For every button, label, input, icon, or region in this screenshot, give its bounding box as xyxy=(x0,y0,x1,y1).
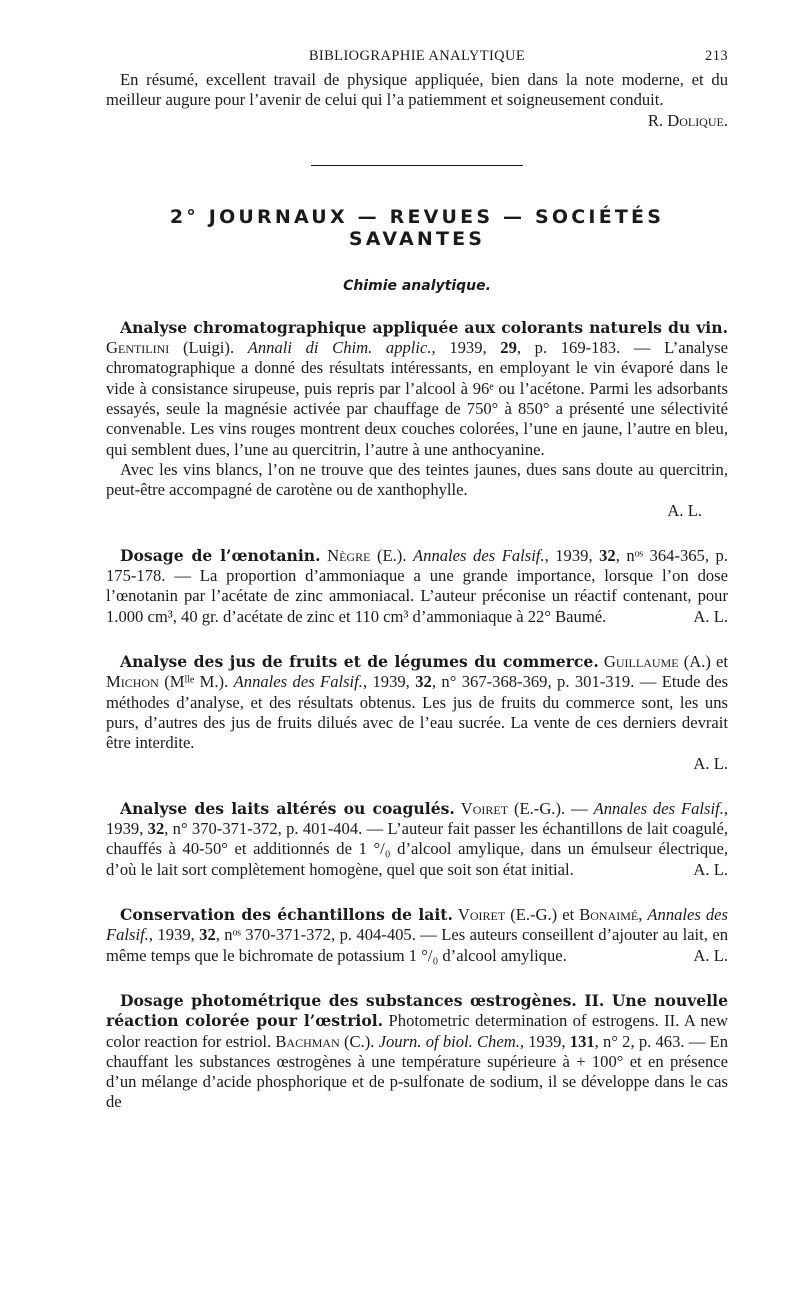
running-header xyxy=(106,44,728,70)
entry-signature: A. L. xyxy=(693,859,728,879)
entry-volume: 32 xyxy=(599,545,616,565)
entry-paragraph xyxy=(106,652,728,753)
entry-title: Analyse chromatographique appliquée aux colorants naturels du vin. xyxy=(120,317,728,337)
entry-paragraph xyxy=(106,546,728,627)
entry-year: , 1939, xyxy=(148,925,200,945)
entry-volume: 29 xyxy=(500,338,517,358)
entry-year: , 1939, xyxy=(431,338,501,358)
entry-year: , 1939, xyxy=(106,798,728,839)
entry-author: Gentilini xyxy=(106,338,170,358)
entry-volume: 32 xyxy=(415,672,432,692)
entry-journal: Annales des Falsif. xyxy=(106,905,728,945)
entry-volume: 32 xyxy=(147,819,165,839)
entry-paragraph xyxy=(106,905,728,966)
entry-body: — La proportion d’ammoniaque a une grande importance, lorsque l’on dose l’œnotanin par l’acétate de zinc ammoniacal. L’auteur préconise un réactif contenant, pour 1.000 cm³, 40 gr. d’acétate de zinc et 110 cm³ d’ammoniaque à 22° Baumé. xyxy=(106,566,728,626)
subsection-heading: Chimie analytique. xyxy=(343,277,491,294)
entry-paragraph xyxy=(106,318,728,460)
intro-review xyxy=(106,70,728,131)
entry-author-2-given: , xyxy=(638,905,643,925)
entry-title: Conservation des échantillons de lait. xyxy=(120,905,453,925)
entry-title: Dosage de l’œnotanin. xyxy=(120,545,321,565)
entry-title: Analyse des jus de fruits et de légumes du commerce. xyxy=(120,652,599,672)
entry-paragraph-2: Avec les vins blancs, l’on ne trouve que des teintes jaunes, dues sans doute au quercitrin, peut-être accompagné de carotène ou de xanthophylle. xyxy=(106,459,728,500)
entry-author-given: (A.) et xyxy=(683,652,729,672)
entry-author: Voiret xyxy=(457,905,506,925)
entry-body: — En chauffant les substances œstrogènes à une température supérieure à + 100° et en présence d’un mélange d’acide phosphorique et de p-sulfonate de sodium, il se développe dans le cas de xyxy=(106,1031,728,1112)
entry-author-given: (C.). xyxy=(343,1031,375,1051)
entry-pages: , n° 367-368-369, p. 301-319. xyxy=(431,672,635,692)
entry-journal: Journ. of biol. Chem. xyxy=(378,1031,520,1051)
section-heading: 2° JOURNAUX — REVUES — SOCIÉTÉS SAVANTES xyxy=(169,205,665,250)
entry-journal: Annales des Falsif. xyxy=(413,545,545,565)
entry-journal: Annali di Chim. applic. xyxy=(247,338,432,358)
page-number: 213 xyxy=(705,48,728,64)
running-title: BIBLIOGRAPHIE ANALYTIQUE xyxy=(308,48,526,64)
entry-pages: , n° 370-371-372, p. 401-404. xyxy=(164,819,363,839)
entry-year: , 1939, xyxy=(362,672,416,692)
abstract-entry xyxy=(106,652,728,774)
entry-signature: A. L. xyxy=(667,500,702,520)
entry-year: , 1939, xyxy=(544,545,600,565)
entry-pages: , nᵒˢ 364-365, p. 175-178. xyxy=(106,545,728,586)
entry-signature: A. L. xyxy=(693,945,728,965)
entry-author-given: (E.-G.). — xyxy=(513,798,588,818)
intro-signature: R. Dolique. xyxy=(647,110,728,130)
abstract-entry xyxy=(106,799,728,880)
page xyxy=(106,44,728,1113)
abstract-entry xyxy=(106,318,728,521)
entry-english-title: Photometric determination of estrogens. II. A new color reaction for estriol. xyxy=(106,1011,728,1051)
entry-volume: 32 xyxy=(199,925,216,945)
entry-title: Analyse des laits altérés ou coagulés. xyxy=(120,798,455,818)
entry-paragraph xyxy=(106,991,728,1113)
entry-signature: A. L. xyxy=(693,753,728,773)
abstract-entry xyxy=(106,546,728,627)
entry-pages: , p. 169-183. xyxy=(516,338,621,358)
entry-signature: A. L. xyxy=(693,606,728,626)
entry-pages: , n° 2, p. 463. xyxy=(594,1031,685,1051)
entry-year: , 1939, xyxy=(519,1031,570,1051)
entry-journal: Annales des Falsif. xyxy=(233,672,363,692)
entry-author: Nègre xyxy=(327,545,371,565)
entry-body: — Etude des méthodes d’analyse, et des résultats obtenus. Les jus de fruits du commerce sont, les uns purs, d’autres des jus de fruits dilués avec de l’eau sucrée. La vente de ces derniers devrait être interdite. xyxy=(106,672,729,753)
entry-paragraph xyxy=(106,799,728,880)
entry-journal: Annales des Falsif. xyxy=(593,798,724,818)
entry-volume: 131 xyxy=(569,1031,595,1051)
entry-body: — L’analyse chromatographique a donné des résultats intéressants, en employant le vin évaporé dans le vide à consistance sirupeuse, puis repris par l’alcool à 96ᵉ ou l’acétone. Parmi les adsorbants essayés, seule la magnésie activée par chauffage de 750° à 850° a présenté une sélectivité convenable. Les vins rouges montrent deux couches colorées, l’une en jaune, l’autre en bleu, qui semblent dues, l’une au quercitrin, l’autre à une anthocyanine. xyxy=(106,338,728,459)
entry-body: — L’auteur fait passer les échantillons de lait coagulé, chauffés à 40-50° et additionnés de 1 °/₀ d’alcool amylique, dans un émulseur électrique, d’où le lait sort complètement homogène, quel que soit son état initial. xyxy=(106,819,728,879)
abstract-entry xyxy=(106,905,728,966)
entry-author: Bachman xyxy=(275,1031,340,1051)
entry-title: Dosage photométrique des substances œstrogènes. II. Une nouvelle réaction colorée pour l’œstriol. xyxy=(106,990,728,1031)
entry-body: — Les auteurs conseillent d’ajouter au lait, en même temps que le bichromate de potassium 1 °/₀ d’alcool amylique. xyxy=(106,925,728,965)
intro-paragraph: En résumé, excellent travail de physique appliquée, bien dans la note moderne, et du meilleur augure pour l’avenir de celui qui l’a patiemment et soigneusement conduit. xyxy=(106,70,728,110)
entry-author: Guillaume xyxy=(603,652,679,672)
entry-author-2: Michon xyxy=(106,672,159,692)
entry-author-given: (E.). xyxy=(376,545,407,565)
entry-author: Voiret xyxy=(460,798,509,818)
entry-author-2: Bonaimé xyxy=(579,905,639,925)
entry-pages: , nᵒˢ 370-371-372, p. 404-405. xyxy=(215,925,416,945)
section-divider xyxy=(311,165,523,166)
entry-author-given: (E.-G.) et xyxy=(510,905,575,925)
entry-author-given: (Luigi). xyxy=(182,338,235,358)
abstract-entry xyxy=(106,991,728,1113)
entry-author-2-given: (Mˡˡᵉ M.). xyxy=(164,672,229,692)
